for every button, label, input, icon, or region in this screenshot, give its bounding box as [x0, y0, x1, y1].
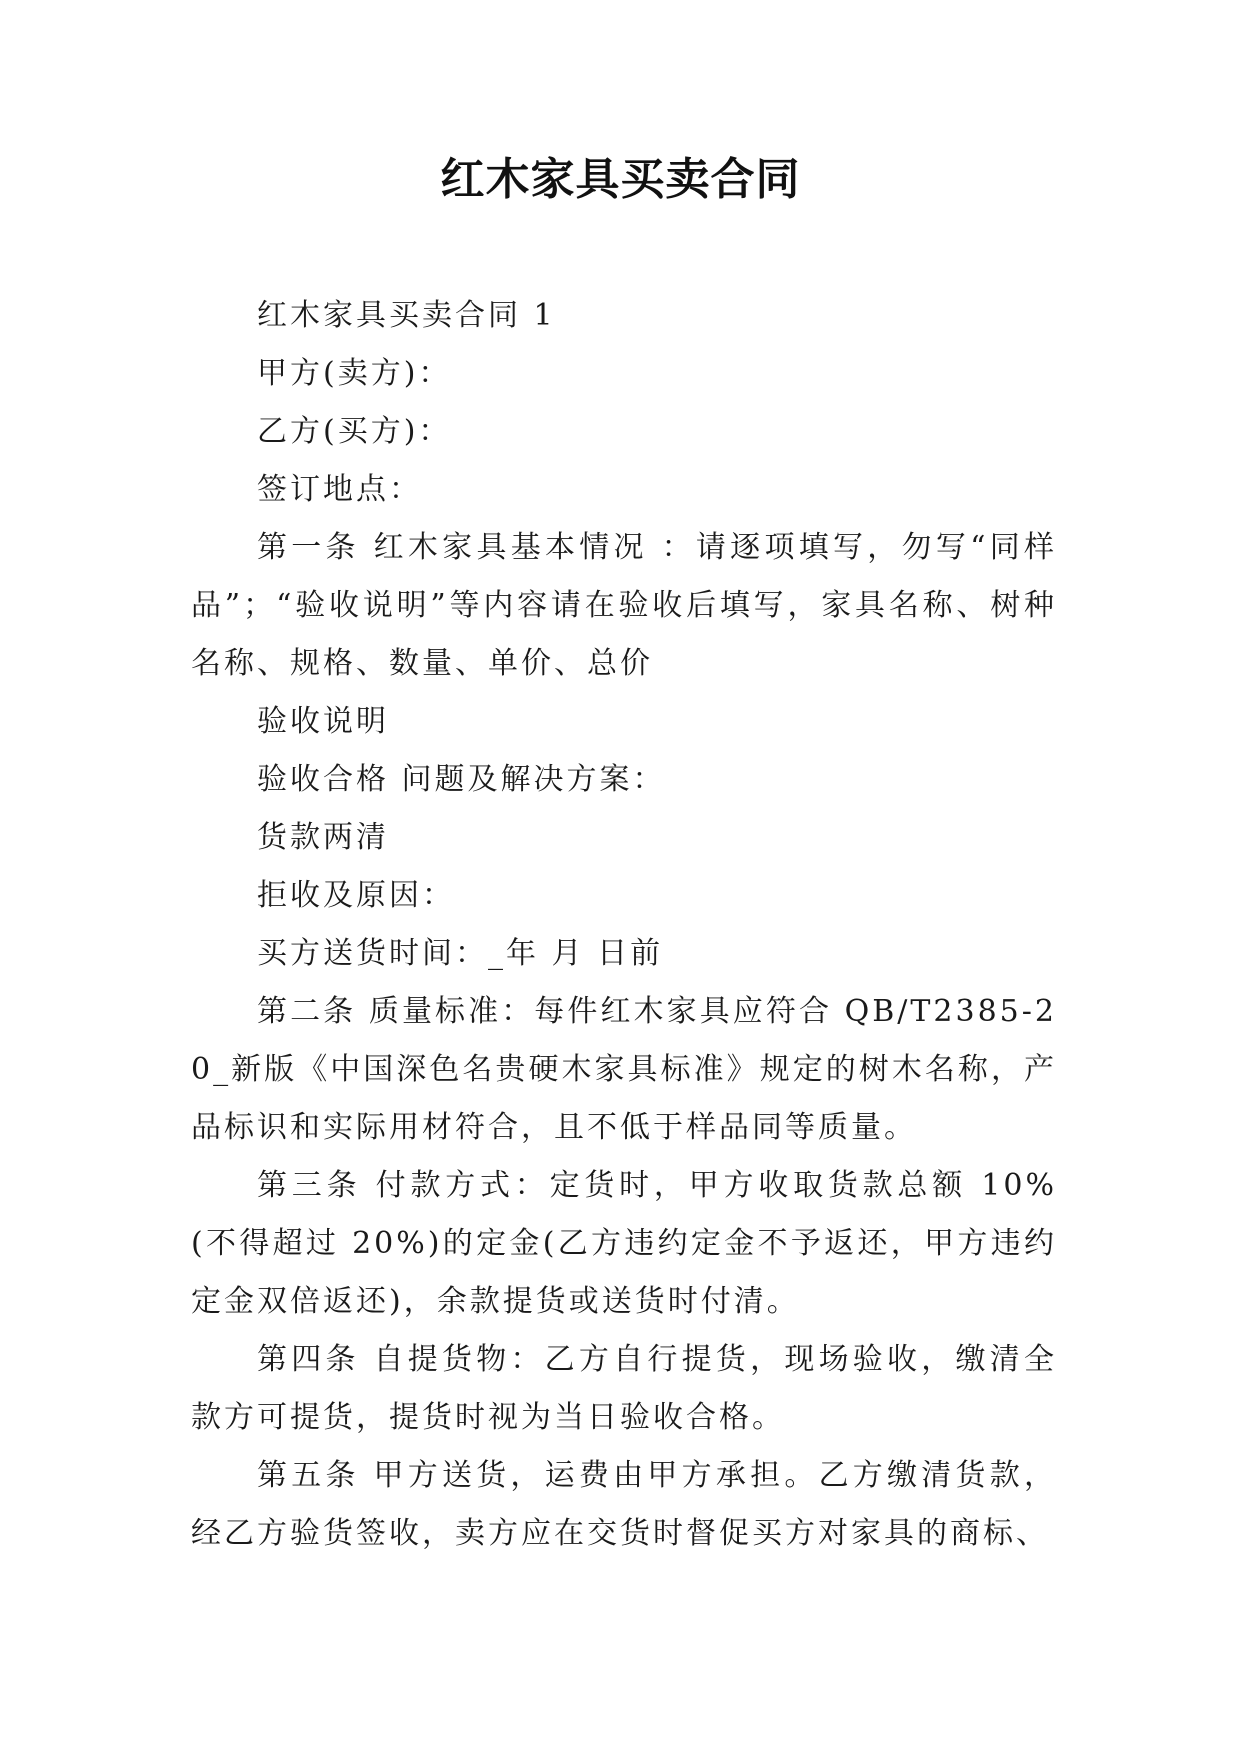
paragraph-delivery-time: 买方送货时间：_年 月 日前 — [257, 936, 664, 971]
paragraph-article-3: 第三条 付款方式：定货时，甲方收取货款总额 10%(不得超过 20%)的定金(乙方违约定金不予返还，甲方违约定金双倍返还)，余款提货或送货时付清。 — [191, 1168, 1057, 1319]
paragraph-article-1: 第一条 红木家具基本情况 ：请逐项填写，勿写“同样品”；“验收说明”等内容请在验收后填写，家具名称、树种名称、规格、数量、单价、总价 — [191, 530, 1057, 681]
paragraph-acceptance-note: 验收说明 — [257, 704, 389, 739]
paragraph-party-a: 甲方(卖方)： — [257, 356, 452, 391]
paragraph-rejection: 拒收及原因： — [257, 878, 455, 913]
paragraph-contract-heading: 红木家具买卖合同 1 — [257, 298, 556, 333]
paragraph-article-5: 第五条 甲方送货，运费由甲方承担。乙方缴清货款，经乙方验货签收，卖方应在交货时督促买方对家具的商标、 — [191, 1458, 1057, 1551]
paragraph-acceptance-qualified: 验收合格 问题及解决方案： — [257, 762, 666, 797]
paragraph-signing-place: 签订地点： — [257, 472, 422, 507]
document-body — [191, 287, 1057, 1563]
paragraph-article-4: 第四条 自提货物：乙方自行提货，现场验收，缴清全款方可提货，提货时视为当日验收合格。 — [191, 1342, 1057, 1435]
paragraph-article-2: 第二条 质量标准：每件红木家具应符合 QB/T2385-20_新版《中国深色名贵硬木家具标准》规定的树木名称，产品标识和实际用材符合，且不低于样品同等质量。 — [191, 994, 1057, 1145]
paragraph-party-b: 乙方(买方)： — [257, 414, 452, 449]
document-title: 红木家具买卖合同 — [440, 154, 801, 205]
paragraph-payment-settled: 货款两清 — [257, 820, 389, 855]
